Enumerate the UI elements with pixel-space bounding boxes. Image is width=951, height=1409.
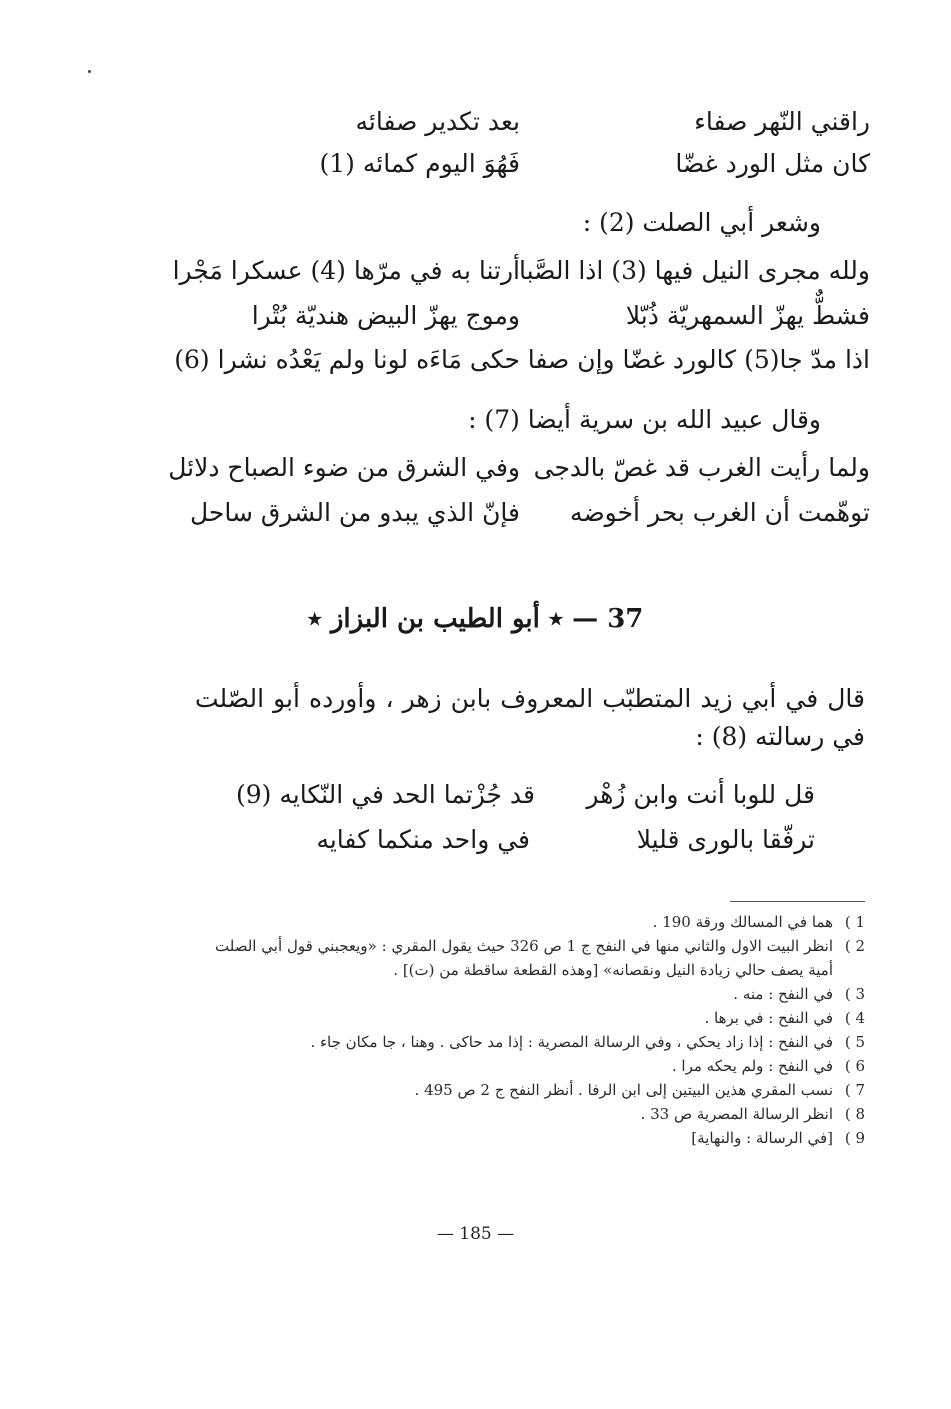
footnote-text: انظر البيت الاول والثاني منها في النفح ج 1 ص 326 حيث يقول المقري : «ويعجبني قول أبي الصلت أمية يصف حالي زيادة النيل ونقصانه» [وهذه القطعة ساقطة من (ت)] . (215, 937, 833, 979)
verse-first-hemistich: فشطٌّ يهزّ السمهريّة ذُبّلا (625, 301, 870, 330)
verse-line (190, 497, 870, 529)
footnote-number: 6 ) (844, 1057, 865, 1075)
verse-line (190, 300, 870, 332)
verse-first-hemistich: توهّمت أن الغرب بحر أخوضه (570, 498, 870, 527)
footnote (215, 910, 865, 934)
footnote-text: نسب المقري هذين البيتين إلى ابن الرفا . أنظر النفح ج 2 ص 495 . (414, 1081, 833, 1099)
footnote-text: في النفح : ولم يحكه مرا . (671, 1057, 833, 1075)
verse-first-hemistich: كان مثل الورد غضّا (675, 149, 870, 178)
scan-speck (88, 70, 91, 73)
footnote-text: انظر الرسالة المصرية ص 33 . (640, 1105, 833, 1123)
footnote-number: 2 ) (844, 937, 865, 955)
footnote (215, 934, 865, 982)
poem-intro: وقال عبيد الله بن سرية أيضا (7) : (468, 405, 821, 434)
footnote-text: [في الرسالة : والنهاية] (691, 1129, 833, 1147)
verse-first-hemistich: ترفّقا بالورى قليلا (636, 825, 815, 854)
verse-first-hemistich: قل للوبا أنت وابن زُهْر (586, 780, 815, 809)
footnote-number: 5 ) (844, 1033, 865, 1051)
footnote (215, 1126, 865, 1150)
verse-line (190, 148, 870, 180)
footnote (215, 1054, 865, 1078)
footnote-text: هما في المسالك ورقة 190 . (652, 913, 833, 931)
footnote-number: 9 ) (844, 1129, 865, 1147)
footnote (215, 1102, 865, 1126)
verse-first-hemistich: اذا مدّ جا(5) كالورد غضّا وإن صفا (527, 345, 870, 374)
footnote (215, 1078, 865, 1102)
footnote (215, 982, 865, 1006)
footnote-number: 3 ) (844, 985, 865, 1003)
page-number: — 185 — (436, 1224, 515, 1244)
footnote-separator (730, 901, 865, 902)
verse-line (168, 452, 870, 484)
verse-second-hemistich: في واحد منكما كفايه (316, 825, 530, 854)
poem-intro: وشعر أبي الصلت (2) : (582, 208, 821, 237)
footnote-number: 1 ) (844, 913, 865, 931)
verse-first-hemistich: ولما رأيت الغرب قد غصّ بالدجى (533, 453, 870, 482)
verse-second-hemistich: وفي الشرق من ضوء الصباح دلائل (168, 453, 520, 482)
prose-paragraph: قال في أبي زيد المتطبّب المعروف بابن زهر ، وأورده أبو الصّلت في رسالته (8) : (195, 684, 865, 751)
verse-line (235, 779, 815, 811)
verse-line (172, 255, 870, 287)
verse-second-hemistich: فَهُوَ اليوم كمائه (1) (319, 149, 520, 178)
verse-line (245, 824, 815, 856)
footnote-text: في النفح : منه . (733, 985, 833, 1003)
footnote (215, 1006, 865, 1030)
verse-line (190, 106, 870, 138)
verse-second-hemistich: بعد تكدير صفائه (355, 107, 520, 136)
verse-first-hemistich: راقني النّهر صفاء (694, 107, 870, 136)
footnote (215, 1030, 865, 1054)
footnote-text: في النفح : في برها . (704, 1009, 833, 1027)
footnote-number: 7 ) (844, 1081, 865, 1099)
footnote-number: 4 ) (844, 1009, 865, 1027)
footnote-text: في النفح : إذا زاد يحكي ، وفي الرسالة المصرية : إذا مد حاكى . وهنا ، جا مكان جاء . (310, 1033, 833, 1051)
verse-second-hemistich: وموج يهزّ البيض هنديّة بُتْرا (251, 301, 520, 330)
footnotes (215, 910, 865, 1150)
verse-second-hemistich: أرتنا به في مرّها (4) عسكرا مَجْرا (172, 256, 520, 285)
section-heading: 37 — ٭ أبو الطيب بن البزاز ٭ (307, 604, 644, 634)
verse-second-hemistich: فإنّ الذي يبدو من الشرق ساحل (189, 498, 520, 527)
verse-second-hemistich: حكى مَاءَه لونا ولم يَعْدُه نشرا (6) (174, 345, 520, 374)
verse-first-hemistich: ولله مجرى النيل فيها (3) اذا الصَّبا (518, 256, 870, 285)
footnote-number: 8 ) (844, 1105, 865, 1123)
verse-second-hemistich: قد جُزْتما الحد في النّكايه (9) (235, 780, 535, 809)
verse-line (174, 344, 870, 376)
